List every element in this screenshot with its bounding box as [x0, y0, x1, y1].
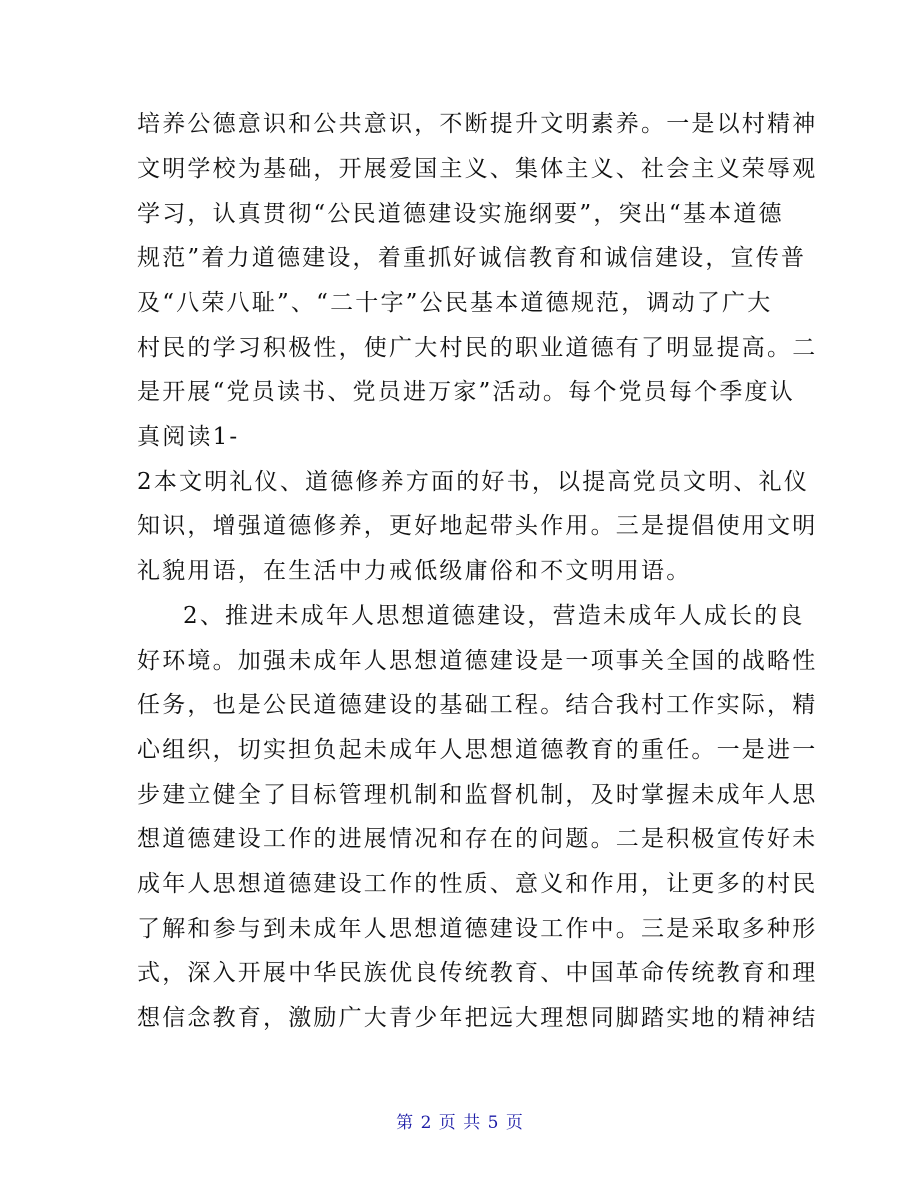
- paragraph-line: 想信念教育，激励广大青少年把远大理想同脚踏实地的精神结: [137, 1005, 818, 1031]
- paragraph-line: 任务，也是公民道德建设的基础工程。结合我村工作实际，精: [137, 692, 818, 718]
- paragraph-line: 心组织，切实担负起未成年人思想道德教育的重任。一是进一: [137, 737, 818, 763]
- paragraph-line: 是开展“党员读书、党员进万家”活动。每个党员每个季度认: [137, 379, 795, 405]
- paragraph-line: 式，深入开展中华民族优良传统教育、中国革命传统教育和理: [137, 960, 818, 986]
- paragraph-first-line: 2、推进未成年人思想道德建设，营造未成年人成长的良: [183, 603, 805, 629]
- paragraph-line: 礼貌用语，在生活中力戒低级庸俗和不文明用语。: [137, 558, 692, 584]
- paragraph-line: 村民的学习积极性，使广大村民的职业道德有了明显提高。二: [137, 335, 818, 361]
- paragraph-line: 想道德建设工作的进展情况和存在的问题。二是积极宣传好未: [137, 826, 818, 852]
- paragraph-line: 文明学校为基础，开展爱国主义、集体主义、社会主义荣辱观: [137, 156, 818, 182]
- paragraph-line: 知识，增强道德修养，更好地起带头作用。三是提倡使用文明: [137, 513, 818, 539]
- paragraph-line: 成年人思想道德建设工作的性质、意义和作用，让更多的村民: [137, 871, 818, 897]
- paragraph-line: 培养公德意识和公共意识，不断提升文明素养。一是以村精神: [137, 111, 818, 137]
- page-number-footer: 第 2 页 共 5 页: [396, 1113, 524, 1133]
- paragraph-line: 2本文明礼仪、道德修养方面的好书，以提高党员文明、礼仪: [137, 469, 810, 495]
- paragraph-line: 规范”着力道德建设，着重抓好诚信教育和诚信建设，宣传普: [137, 245, 807, 271]
- paragraph-line: 及“八荣八耻”、“二十字”公民基本道德规范，调动了广大: [137, 290, 773, 316]
- paragraph-line: 了解和参与到未成年人思想道德建设工作中。三是采取多种形: [137, 916, 818, 942]
- paragraph-line: 好环境。加强未成年人思想道德建设是一项事关全国的战略性: [137, 648, 818, 674]
- paragraph-line: 学习，认真贯彻“公民道德建设实施纲要”，突出“基本道德: [137, 201, 784, 227]
- paragraph-line: 真阅读1-: [137, 424, 240, 450]
- paragraph-line: 步建立健全了目标管理机制和监督机制，及时掌握未成年人思: [137, 782, 818, 808]
